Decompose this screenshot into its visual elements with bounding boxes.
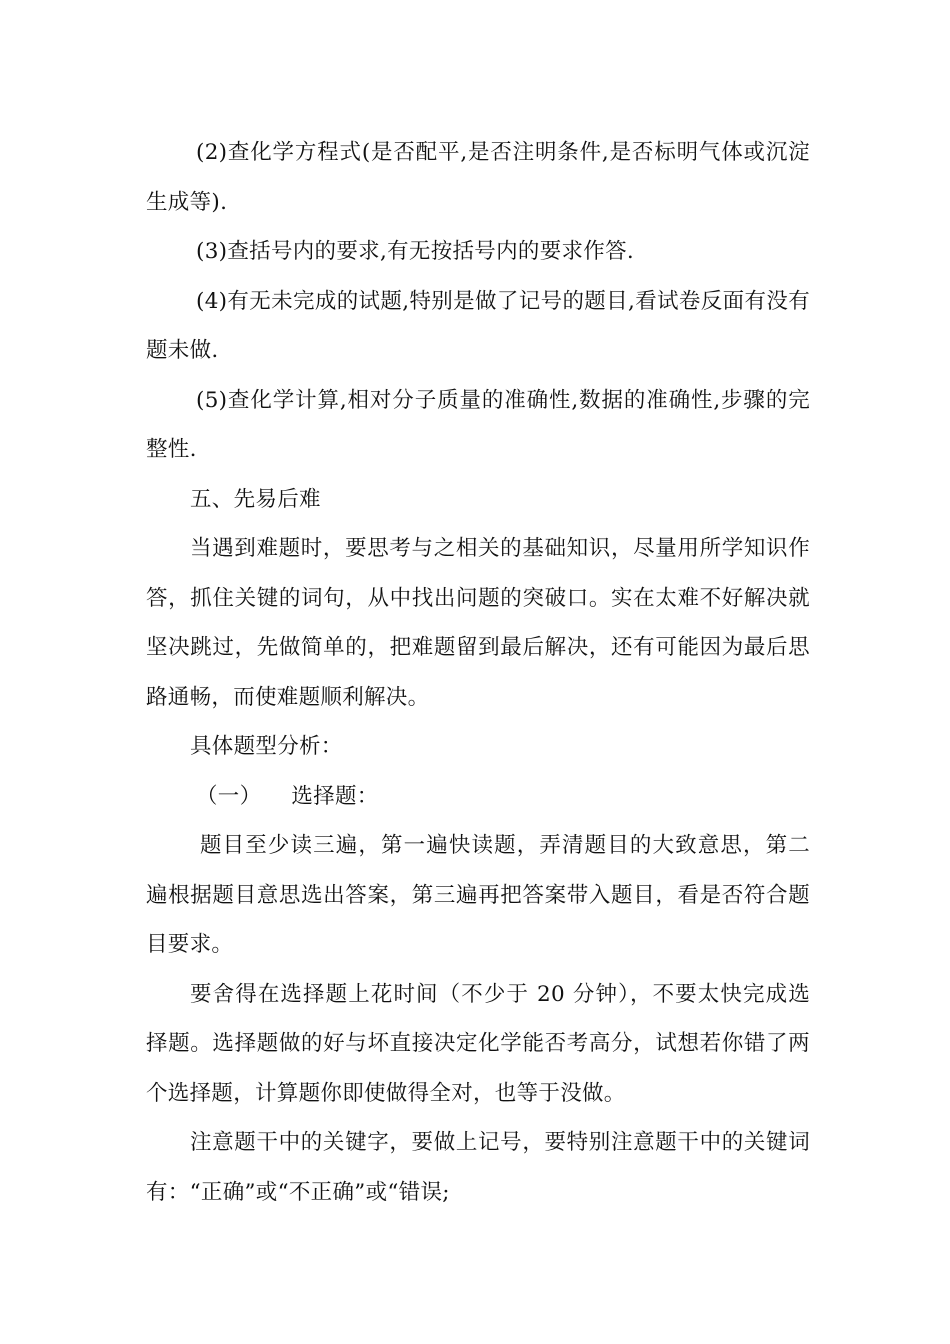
heading-question-type-analysis: 具体题型分析：: [190, 734, 343, 759]
subheading-multiple-choice: [146, 772, 810, 822]
paragraph-spend-time: 要舍得在选择题上花时间（不少于 20 分钟），不要太快完成选择题。选择题做的好与坏直接决定化学能否考高分，试想若你错了两个选择题，计算题你即使做得全对，也等于没做。: [146, 981, 810, 1106]
section-heading-easy-first: 五、先易后难: [190, 486, 321, 512]
paragraph-check-equations: (2)查化学方程式(是否配平,是否注明条件,是否标明气体或沉淀生成等).: [146, 140, 810, 215]
paragraph-key-words: 注意题干中的关键字，要做上记号，要特别注意题干中的关键词有：“正确”或“不正确”或“错误;: [146, 1130, 810, 1205]
subheading-title: 选择题：: [291, 783, 379, 809]
paragraph-check-brackets: (3)查括号内的要求,有无按括号内的要求作答.: [196, 239, 635, 264]
paragraph-read-three-times: 题目至少读三遍，第一遍快读题，弄清题目的大致意思，第二遍根据题目意思选出答案，第三遍再把答案带入题目，看是否符合题目要求。: [146, 833, 810, 957]
paragraph-check-unfinished: (4)有无未完成的试题,特别是做了记号的题目,看试卷反面有没有题未做.: [146, 288, 810, 363]
document-body: [146, 128, 810, 1217]
paragraph-difficult-questions: 当遇到难题时，要思考与之相关的基础知识，尽量用所学知识作答，抓住关键的词句，从中找出问题的突破口。实在太难不好解决就坚决跳过，先做简单的，把难题留到最后解决，还有可能因为最后思路通畅，而使难题顺利解决。: [146, 536, 810, 710]
subheading-number: （一）: [196, 783, 262, 809]
paragraph-check-calculation: (5)查化学计算,相对分子质量的准确性,数据的准确性,步骤的完整性.: [146, 387, 810, 462]
